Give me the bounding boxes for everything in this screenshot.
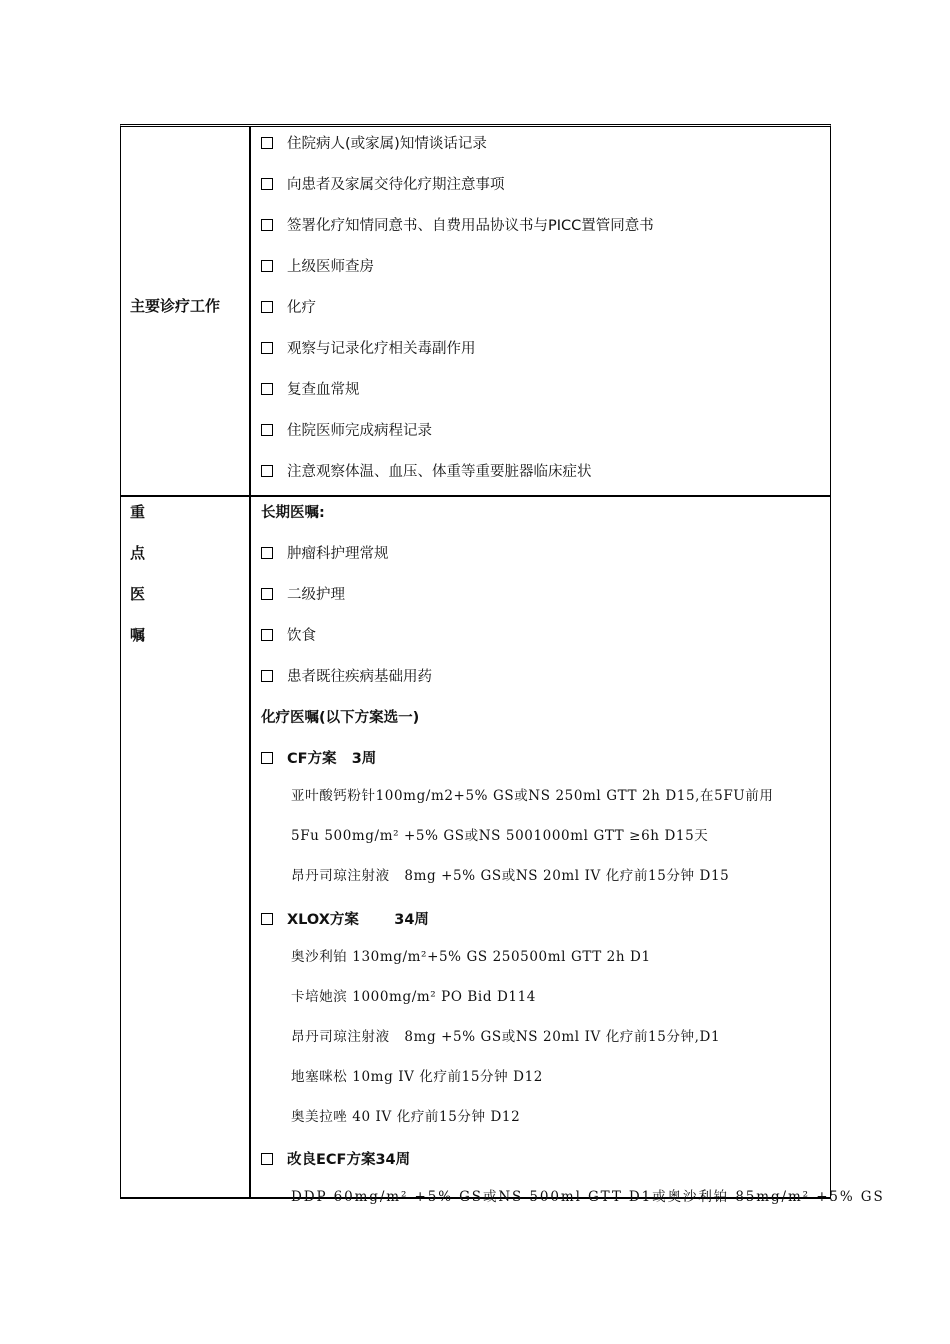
checklist-item: 注意观察体温、血压、体重等重要脏器临床症状 xyxy=(261,460,592,481)
checklist-item: 住院医师完成病程记录 xyxy=(261,419,432,440)
column-divider xyxy=(249,127,251,1199)
checklist-item: 签署化疗知情同意书、自费用品协议书与PICC置管同意书 xyxy=(261,214,654,235)
checkbox[interactable] xyxy=(261,547,273,559)
regimen-line: 昂丹司琼注射液 8mg +5% GS或NS 20ml IV 化疗前15分钟,D1 xyxy=(291,1029,721,1045)
section-label-char: 医 xyxy=(130,585,146,603)
regimen-line: 亚叶酸钙粉针100mg/m2+5% GS或NS 250ml GTT 2h D15,在5FU前用 xyxy=(291,788,774,804)
section-label-char: 重 xyxy=(130,503,146,521)
checkbox[interactable] xyxy=(261,752,273,764)
checkbox[interactable] xyxy=(261,383,273,395)
row-divider xyxy=(121,495,830,497)
checkbox[interactable] xyxy=(261,913,273,925)
clinical-pathway-table xyxy=(120,124,885,1205)
checklist-item: 化疗 xyxy=(261,296,316,317)
checkbox[interactable] xyxy=(261,1153,273,1165)
checkbox[interactable] xyxy=(261,137,273,149)
checklist-item: 向患者及家属交待化疗期注意事项 xyxy=(261,173,505,194)
checkbox[interactable] xyxy=(261,670,273,682)
checkbox[interactable] xyxy=(261,629,273,641)
checkbox[interactable] xyxy=(261,342,273,354)
regimen-line: 奥美拉唑 40 IV 化疗前15分钟 D12 xyxy=(291,1109,521,1125)
checkbox[interactable] xyxy=(261,260,273,272)
checkbox[interactable] xyxy=(261,178,273,190)
section-label-char: 嘱 xyxy=(130,626,146,644)
checklist-item: 复查血常规 xyxy=(261,378,360,399)
regimen-line: 奥沙利铂 130mg/m²+5% GS 250500ml GTT 2h D1 xyxy=(291,949,651,965)
checklist-item: 饮食 xyxy=(261,624,316,645)
checklist-item: 患者既往疾病基础用药 xyxy=(261,665,432,686)
checkbox[interactable] xyxy=(261,424,273,436)
regimen-option: CF方案 3周 xyxy=(261,747,376,768)
regimen-line: DDP 60mg/m² +5% GS或NS 500ml GTT D1或奥沙利铂 85mg/m² +5% GS xyxy=(291,1189,885,1205)
regimen-option: XLOX方案 34周 xyxy=(261,908,429,929)
section-label-main-work: 主要诊疗工作 xyxy=(130,297,221,315)
checkbox[interactable] xyxy=(261,219,273,231)
checklist-item: 二级护理 xyxy=(261,583,345,604)
regimen-line: 卡培她滨 1000mg/m² PO Bid D114 xyxy=(291,989,536,1005)
chemo-orders-heading: 化疗医嘱(以下方案选一) xyxy=(261,710,420,726)
checklist-item: 观察与记录化疗相关毒副作用 xyxy=(261,337,476,358)
checklist-item: 肿瘤科护理常规 xyxy=(261,542,389,563)
regimen-line: 地塞咪松 10mg IV 化疗前15分钟 D12 xyxy=(291,1069,543,1085)
section-label-char: 点 xyxy=(130,544,146,562)
checkbox[interactable] xyxy=(261,465,273,477)
long-term-orders-heading: 长期医嘱: xyxy=(261,505,325,521)
checklist-item: 住院病人(或家属)知情谈话记录 xyxy=(261,132,487,153)
checkbox[interactable] xyxy=(261,301,273,313)
regimen-option: 改良ECF方案34周 xyxy=(261,1148,410,1169)
checklist-item: 上级医师查房 xyxy=(261,255,374,276)
regimen-line: 5Fu 500mg/m² +5% GS或NS 5001000ml GTT ≥6h D15天 xyxy=(291,828,709,844)
regimen-line: 昂丹司琼注射液 8mg +5% GS或NS 20ml IV 化疗前15分钟 D15 xyxy=(291,868,730,884)
checkbox[interactable] xyxy=(261,588,273,600)
